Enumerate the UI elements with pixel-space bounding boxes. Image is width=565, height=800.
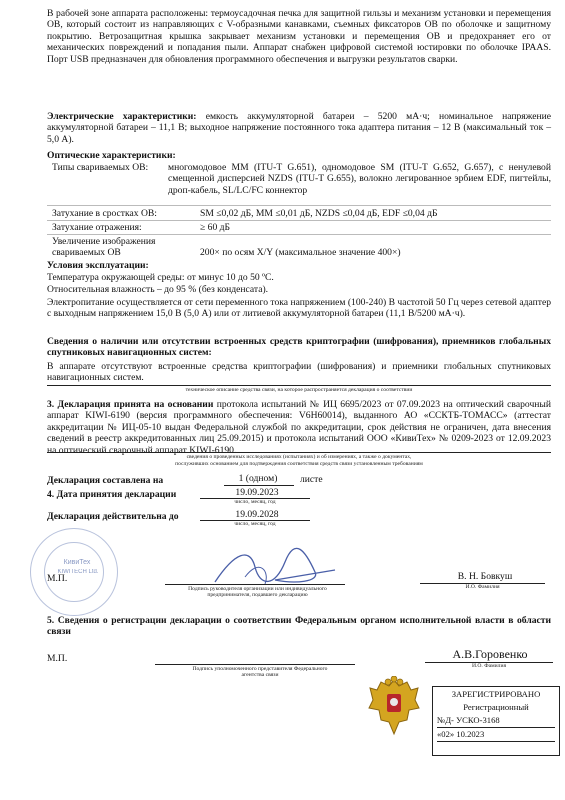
stamp-text: КивиТех — [63, 559, 91, 566]
crypto-text: В аппарате отсутствуют встроенные средства криптографии (шифрования) и приемники глобальных спутниковых навигационных систем. — [47, 361, 551, 384]
composed-label: Декларация составлена на — [47, 475, 164, 486]
electrical-characteristics — [47, 111, 551, 145]
magnification-value: 200× по осям X/Y (максимальное значение 400×) — [200, 247, 401, 258]
coat-of-arms-emblem — [367, 676, 421, 738]
fiber-types-label: Типы свариваемых ОВ: — [52, 162, 149, 173]
signer-2-caption: И.О. Фамилия — [471, 663, 507, 669]
signer-1-name: В. Н. Бовкуш — [457, 571, 513, 582]
signature-1-caption: Подпись руководителя организации или индивидуального предпринимателя, подавшего декларацию — [188, 586, 327, 599]
signature-2-caption: Подпись уполномоченного представителя Федерального агентства связи — [192, 666, 328, 679]
reflection-label: Затухание отражения: — [52, 222, 142, 233]
table-divider — [47, 234, 551, 235]
composed-value: 1 (одном) — [238, 473, 278, 484]
reflection-value: ≥ 60 дБ — [200, 222, 231, 233]
accepted-value: 19.09.2023 — [235, 487, 279, 498]
valid-value: 19.09.2028 — [235, 509, 279, 520]
loss-label: Затухание в сростках ОВ: — [52, 208, 157, 219]
electrical-label: Электрические характеристики: — [47, 111, 197, 122]
section3-body: протокола испытаний № ИЦ 6695/2023 от 07.09.2023 на оптический сварочный аппарат KIWI-6190 (версия программного обеспечения: V6H60014), выданного АО «ССКТБ-ТОМАСС» (аттестат аккредитации № ИЦ-05-10 выдан Федеральной службой по аккредитации, срок действия не ограничен, дата внесения сведений в реестр аккредитованных лиц 25.09.2015) и протокола испытаний ООО «КивиТех» № 0209-2023 от 12.09.2023 на оптический сварочный аппарат KIWI-6190. — [47, 399, 551, 456]
temperature-text: Температура окружающей среды: от минус 10 до 50 ºС. — [47, 272, 274, 283]
signer-2-name: А.В.Горовенко — [452, 647, 528, 661]
section5-heading: 5. Сведения о регистрации декларации о соответствии Федеральным органом исполнительной власти в области связи — [47, 615, 551, 638]
section3-caption-1: сведения о проведенных исследованиях (испытаниях) и об измерениях, а также о документах, — [186, 454, 412, 460]
registration-line-3: №Д- УСКО-3168 — [437, 714, 555, 728]
optical-heading: Оптические характеристики: — [47, 150, 176, 161]
crypto-caption: техническое описание средства связи, на которое распространяется декларация о соответствии — [185, 387, 413, 393]
section3-caption-2: послуживших основанием для подтверждения соответствия средств связи установленным требованиям — [175, 461, 423, 467]
conditions-heading: Условия эксплуатации: — [47, 260, 149, 271]
registration-box — [432, 686, 560, 756]
intro-paragraph: В рабочей зоне аппарата расположены: термоусадочная печка для защитной гильзы и механизм установки и перемещения ОВ, который состоит из направляющих с V-образными канавками, съемных фиксаторов ОВ по оболочке и защитному покрытию. Ветрозащитная крышка закрывает механизм установки и перемещения ОВ и предохраняет его от механических повреждений и попадания пыли. Аппарат снабжен цифровой системой юстировки по оболочке IPAAS. Порт USB предназначен для обновления программного обеспечения и выгрузки результатов сварки. — [47, 8, 551, 65]
fiber-types-value: многомодовое ММ (ITU-T G.651), одномодовое SM (ITU-T G.652, G.657), с ненулевой смещенной дисперсией NZDS (ITU-T G.655), волокно легированное эрбием EDF, пигтейлы, дроп-кабель, SL/LC/FC коннектор — [168, 162, 551, 196]
section3-label: 3. Декларация принята на основании — [47, 399, 214, 410]
section3-text — [47, 399, 551, 456]
signer-1-caption: И.О. Фамилия — [465, 584, 500, 590]
registration-line-2: Регистрационный — [463, 702, 529, 712]
caption-line — [47, 452, 551, 453]
table-divider — [47, 220, 551, 221]
accepted-label: 4. Дата принятия декларации — [47, 489, 177, 500]
table-divider — [47, 205, 551, 206]
valid-date-caption: число, месяц, год — [234, 521, 276, 527]
magnification-label-1: Увеличение изображения — [52, 236, 156, 247]
magnification-label-2: свариваемых ОВ — [52, 247, 121, 258]
accepted-date-caption: число, месяц, год — [234, 499, 276, 505]
composed-underline — [224, 485, 294, 486]
caption-line — [47, 385, 551, 386]
loss-value: SM ≤0,02 дБ, ММ ≤0,01 дБ, NZDS ≤0,04 дБ, EDF ≤0,04 дБ — [200, 208, 438, 219]
power-text: Электропитание осуществляется от сети переменного тока напряжением (100-240) В частотой 50 Гц через сетевой адаптер с выходным напряжением 15,0 В (5,0 А) или от литиевой аккумуляторной батареи (11,1 В/5200 мА·ч). — [47, 297, 551, 320]
signature-2-line — [155, 664, 355, 665]
mp-label-1: М.П. — [47, 573, 68, 584]
composed-unit: листе — [300, 474, 323, 485]
valid-label: Декларация действительна до — [47, 511, 179, 522]
stamp-text-2: KIWITECH Ltd. — [57, 569, 99, 575]
signature-1-line — [165, 584, 345, 585]
electrical-text: емкость аккумуляторной батареи – 5200 мА·ч; номинальное напряжение аккумуляторной батареи – 11,1 В; выходное напряжение постоянного тока адаптера питания – 12 В (максимальный ток – 5,0 А). — [47, 111, 551, 145]
crypto-heading: Сведения о наличии или отсутствии встроенных средств криптографии (шифрования), приемников глобальных спутниковых навигационных систем: — [47, 336, 551, 359]
humidity-text: Относительная влажность – до 95 % (без конденсата). — [47, 284, 269, 295]
mp-label-2: М.П. — [47, 653, 68, 664]
registration-line-1: ЗАРЕГИСТРИРОВАНО — [451, 689, 541, 699]
registration-line-4: «02» 10.2023 — [437, 728, 555, 742]
